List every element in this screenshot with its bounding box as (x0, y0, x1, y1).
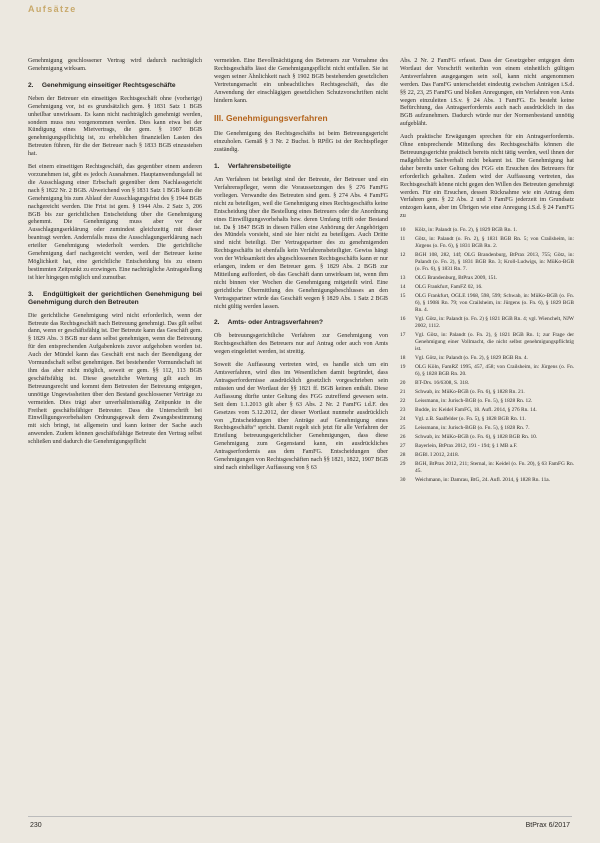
subheading-number: 1. (214, 163, 220, 171)
paragraph: Am Verfahren ist beteiligt sind der Betreute, der Betreuer und ein Verfahrenspfleger, wenn die Voraussetzungen des § 276 FamFG vorliegen. Verwandte des Betreuten sind gem. § 274 Abs. 4 FamFG nicht zu beteiligen, weil die Genehmigung eines Rechtsgeschäfts keine Entscheidung über die Bestellung eines Betreuers oder die Anordnung eines Einwilligungsvorbehalts bzw. deren Umfang trifft oder Bestand ist. Da § 1847 BGB in diesen Fällen eine Anhörung der Angehörigen des Mündels vorsieht, sind sie hier nicht zu beteiligen. Auch Dritte sind nicht beteiligt. Der Vertragspartner des zu genehmigenden Rechtsgeschäfts ist ebenfalls kein Verfahrensbeteiligter. Gewiss hängt von der Wirksamkeit des abgeschlossenen Rechtsgeschäfts kann er nur erlangen, indem er den Betreuer gem. § 1829 Abs. 2 BGB zur Mitteilung auffordert, ob das Geschäft dann unwirksam ist, wenn ihm nicht binnen vier Wochen die Genehmigung mitgeteilt wird. Eine gerichtliche Übermittlung des Genehmigungsbeschlusses an den Vertragspartner würde das Geschäft wegen § 1829 Abs. 1 Satz 2 BGB nicht gültig werden lassen. (214, 177, 388, 310)
footnote-number: 18 (400, 355, 406, 362)
paragraph: Genehmigung geschlossener Vertrag wird dadurch nachträglich Genehmigung wirksam. (28, 58, 202, 72)
footnote-number: 12 (400, 252, 406, 259)
footnote-number: 29 (400, 461, 406, 468)
page-number: 230 (30, 822, 42, 829)
footnote-text: Götz, in: Palandt (o. Fn. 2), § 1831 BGB Rn. 5; von Crailsheim, in: Jürgens (o. Fn. 6), § 1831 BGB Rn. 2. (415, 236, 574, 250)
footnote-text: Budde, in: Keidel FamFG, 18. Aufl. 2014, § 276 Rn. 14. (415, 407, 537, 414)
footnote (400, 477, 574, 484)
text-columns (28, 58, 574, 486)
footnote (400, 452, 574, 459)
footnote (400, 407, 574, 414)
subheading-title: Endgültigkeit der gerichtlichen Genehmigung bei Genehmigung durch den Betreuten (28, 290, 202, 306)
footer-divider (28, 816, 572, 817)
paragraph: Ob betreuungsgerichtliche Verfahren zur Genehmigung von Rechtsgeschäften des Betreuers nur auf Antrag oder auch von Amts wegen eingeleitet werden, ist streitig. (214, 333, 388, 356)
footnote-text: Bayerlein, BtPrax 2012, 191 - 194; § 1 MB a.F. (415, 443, 518, 450)
subheading (214, 163, 388, 171)
footnote (400, 364, 574, 378)
footnote-text: Weichmann, in: Damrau, BtG, 24. Aufl. 2014, § 1828 Rn. 11a. (415, 477, 551, 484)
footnote-text: Leissmann, in: Jurisch-BGB (o. Fn. 5), § 1828 Rn. 12. (415, 398, 533, 405)
paragraph: Soweit die Auffassung vertreten wird, es handle sich um ein Amtsverfahren, wird dies im Wesentlichen damit begründet, dass Antragserfordernisse ausdrücklich gesetzlich vorgeschrieben sein müssten und der Wortlaut der §§ 1821 ff. BGB keinen enthält. Diese Auffassung dürfte unter Geltung des FGG zutreffend gewesen sein. Seit dem 1.1.2013 gilt aber § 63 Abs. 2 Nr. 2 FamFG i.d.F. des Gesetzes vom 5.12.2012, der dieser Wortlaut nunmehr ausdrücklich von „Entscheidungen über Anträge auf Genehmigung eines Rechtsgeschäfts“ spricht. Damit regelt sich jetzt für alle Verfahren der Erteilung betreuungsgerichtlicher Genehmigungen, dass diese Genehmigung zum Gegenstand kann, ein ausdrückliches Antragserfordernis aus dem FamFG. Entscheidungen über Genehmigungen von Rechtsgeschäften nach §§ 1821, 1822, 1907 BGB sind nach einhelliger Auffassung von § 63 (214, 362, 388, 471)
footnote (400, 293, 574, 314)
subheading-title: Genehmigung einseitiger Rechtsgeschäfte (41, 81, 176, 89)
footnote-number: 10 (400, 227, 406, 234)
footnote-text: Vgl. z.B. Saalfelder (o. Fn. 5), § 1828 BGB Rn. 11. (415, 416, 526, 423)
footnote-text: OLG Frankfurt, FamFZ 02, 16. (415, 284, 483, 291)
column-2 (214, 58, 388, 486)
footnote (400, 380, 574, 387)
subheading-number: 3. (28, 290, 34, 298)
footnote (400, 389, 574, 396)
footnote-number: 13 (400, 275, 406, 282)
section-label: Aufsätze (28, 4, 77, 14)
footnote (400, 355, 574, 362)
footnote-text: Vgl. Götz, in: Palandt (o. Fn. 2) § 1821 BGB Rn. 4; vgl. Wienchelt, NJW 2002, 1112. (415, 316, 574, 330)
footnote (400, 434, 574, 441)
footnote-number: 20 (400, 380, 406, 387)
footnote-text: Schwab, in: MüKo-BGB (o. Fn. 6), § 1828 BGB Rn. 10. (415, 434, 538, 441)
footnote-text: BGH, BtPrax 2012, 211; Sternal, in: Keidel (o. Fn. 20), § 63 FamFG Rn. 45. (415, 461, 574, 475)
paragraph: vermeiden. Eine Bevollmächtigung des Betreuers zur Vornahme des Rechtsgeschäfts lässt die Genehmigungspflicht nicht entfallen. Sie ist wegen seiner Ähnlichkeit nach § 1902 BGB bestehenden gesetzlichen Vertretungsmacht ein unbeachtliches Rechtsgeschäft, das die Anwendung der einschlägigen gesetzlichen Schutzvorschriften nicht hindern kann. (214, 58, 388, 104)
subheading-title: Amts- oder Antragsverfahren? (227, 319, 323, 327)
footnote (400, 284, 574, 291)
paragraph: Bei einem einseitigen Rechtsgeschäft, das gegenüber einem anderen vorzunehmen ist, gibt es jedoch Ausnahmen. Hauptanwendungsfall ist die Ausschlagung einer Erbschaft gegenüber dem Nachlassgericht nach § 1822 Nr. 2 BGB. Abweichend von § 1831 Satz 1 BGB kann die Genehmigung bis zum Ablauf der Ausschlagungsfrist des § 1944 BGB nachgereicht werden. Die Frist ist gem. § 1944 Abs. 2 Satz 3, 206 BGB bis zur gerichtlichen Entscheidung über die Genehmigung gehemmt. Die Genehmigung muss aber vor der Ausschlagungserklärung oder zumindest gleichzeitig mit dieser beantragt werden. Andernfalls muss die Ausschlagungserklärung nach erteilter Genehmigung wiederholt werden. Die gerichtliche Genehmigung darf nachgereicht werden, weil der Betreuer keine Möglichkeit hat, eine gerichtliche Entscheidung bis zu einem bestimmten Zeitpunkt zu erzwingen. Eine nachträgliche Antragstellung ist hier hingegen möglich und zumutbar. (28, 164, 202, 281)
column-1 (28, 58, 202, 486)
footnote-number: 22 (400, 398, 406, 405)
footnote-number: 28 (400, 452, 406, 459)
footnote (400, 443, 574, 450)
footnote-number: 21 (400, 389, 406, 396)
subheading-title: Verfahrensbeteiligte (227, 163, 291, 171)
footnote (400, 398, 574, 405)
footnotes (400, 227, 574, 484)
footnote-text: OLG Brandenburg, BtPrax 2009, 151. (415, 275, 498, 282)
footnote-number: 11 (400, 236, 406, 243)
footnote (400, 227, 574, 234)
footnote (400, 425, 574, 432)
footnote-text: OLG Frankfurt, OGLE 1968, 598, 599; Schwab, in: MüKo-BGB (o. Fn. 6), § 1908i Rn. 79; von Crailsheim, in: Jürgens (o. Fn. 6), § 1829 BGB Rn. 4. (415, 293, 574, 314)
column-3 (400, 58, 574, 486)
footnote-text: BT-Drs. 16/6308, S. 318. (415, 380, 470, 387)
footnote-text: OLG Köln, FamRZ 1995, 457, 458; von Crailsheim, in: Jürgens (o. Fn. 6), § 1828 BGB Rn. 20. (415, 364, 574, 378)
paragraph: Die gerichtliche Genehmigung wird nicht erforderlich, wenn der Betreute das Rechtsgeschäft nach Betreuung genehmigt. Das gilt selbst dann, wenn er geschäftsfähig ist. Der Betreute kann das Geschäft gem. § 1829 Abs. 3 BGB nur dann selbst genehmigen, wenn die Betreuung für den entsprechenden Aufgabenkreis zuvor aufgehoben worden ist. Auch der Mündel kann das Geschäft erst nach der Beendigung der Vormundschaft selbst genehmigen. Bei bestehender Vormundschaft ist ihm das aber nicht möglich, soweit er gem. §§ 112, 113 BGB geschäftsfähig ist. Diese gesetzliche Wertung gilt auch im Betreuungsrecht und kommt dem Betreuten der Betreuung entgegen, unnötige Ungewissheiten über den Bestand geschlossener Verträge zu vermeiden. Dies trägt aber unverhältnismäßig Zeitpunkte in die Freiheit geschäftsfähiger Betreuter. Dass die Unterschrift bei Einwilligungsvorbehalten Ordnungsgewalt dem Zwangsbestimmung mit sich bringt, ist allgemein und kann keiner der Sache auch anwenden. Zudem können geschäftsfähige Betreute den Vertrag selbst schließen und dadurch die Genehmigungspflicht (28, 312, 202, 446)
footnote-number: 15 (400, 293, 406, 300)
subheading-number: 2. (28, 81, 34, 89)
subheading-number: 2. (214, 319, 220, 327)
subheading (28, 82, 202, 90)
footnote-number: 24 (400, 416, 406, 423)
journal-issue: BtPrax 6/2017 (525, 822, 570, 829)
footnote-number: 23 (400, 407, 406, 414)
paragraph: Abs. 2 Nr. 2 FamFG erfasst. Dass der Gesetzgeber entgegen dem Wortlaut der Vorschrift weiterhin von einem einheitlich gültigen Amtsverfahren ausgegangen sein soll, kann nicht angenommen werden. Das FamFG unterscheidet eindeutig zwischen Anträgen i.S.d. §§ 22, 23, 25 FamFG und bloßen Anregungen, ein Verfahren von Amts wegen einzuleiten i.S.v. § 24 Abs. 1 FamFG. Es besteht keine Befürchtung, das Antragserfordernis auch nach ausdrücklich in das BGB aufzunehmen. Dadurch würde nur der Normenbestand unnötig aufgebläht. (400, 58, 574, 128)
footnote (400, 252, 574, 273)
footnote-text: Leissmann, in: Jurisch-BGB (o. Fn. 5), § 1828 Rn. 7. (415, 425, 530, 432)
subheading (28, 291, 202, 307)
paragraph: Die Genehmigung des Rechtsgeschäfts ist beim Betreuungsgericht einzuholen. Gemäß § 3 Nr. 2 Buchst. b RPflG ist der Rechtspfleger zuständig. (214, 131, 388, 154)
footnote-text: Vgl. Götz, in: Palandt (o. Fn. 2), § 1821 BGB Rn. 1; zur Frage der Genehmigung einer Vollmacht, die nicht selbst genehmigungspflichtig ist. (415, 332, 574, 353)
section-heading: III. Genehmigungsverfahren (214, 113, 328, 124)
footnote-number: 19 (400, 364, 406, 371)
footnote (400, 332, 574, 353)
footnote-number: 25 (400, 425, 406, 432)
footnote-text: Vgl. Götz, in: Palandt (o. Fn. 2), § 1829 BGB Rn. 4. (415, 355, 528, 362)
footnote-number: 17 (400, 332, 406, 339)
subheading (214, 319, 388, 327)
footnote-number: 30 (400, 477, 406, 484)
footnote-text: BGBl. I 2012, 2418. (415, 452, 460, 459)
footnote (400, 461, 574, 475)
footnote (400, 236, 574, 250)
footnote-number: 26 (400, 434, 406, 441)
paragraph: Auch praktische Erwägungen sprechen für ein Antragserfordernis. Ohne entsprechende Mitteilung des Rechtsgeschäfts können die Betreuungsgerichte praktisch bereits nicht tätig werden, weil ihnen der maßgebliche Sachverhalt nicht bekannt ist. Die Genehmigung hat daher bereits unter Geltung des FGG ein Ersuchen des Betreuers für erforderlich gehalten. Zudem wird der Auffassung vertreten, das Rechtsgeschäft könne nicht gegen den Willen des Betreuten genehmigt werden. Für ein Ersuchen, dessen Rücknahme wie ein Antrag dem Verfahren gem. § 22 Abs. 2 und 3 FamFG jederzeit im Grundsatz entzogen kann, aber im Übrigen wie eine Anregung i.S.d. § 24 FamFG zu (400, 134, 574, 220)
footnote (400, 416, 574, 423)
footnote-text: BGH 108, 282, 14f; OLG Brandenburg, BtPrax 2013, 755; Götz, in: Palandt (o. Fn. 2), § 1831 BGB Rn. 3; Kroll-Ludwigs, in: MüKo-BGB (o. Fn. 6), § 1831 Rn. 7. (415, 252, 574, 273)
footnote-text: Kölz, in: Palandt (o. Fn. 2), § 1829 BGB Rn. 1. (415, 227, 518, 234)
footnote (400, 275, 574, 282)
footnote (400, 316, 574, 330)
paragraph: Neben der Betreuer ein einseitiges Rechtsgeschäft ohne (vorherige) Genehmigung vor, ist es grundsätzlich gem. § 1831 Satz 1 BGB unheilbar unwirksam. Es kann nicht nachträglich genehmigt werden, sondern muss neu vorgenommen werden. Dies kann etwa bei der Kündigung eines Mietvertrags, die gem. § 1907 BGB genehmigungspflichtig ist, zu erheblichen finanziellen Lasten des Betreuten führen, für die der Betreuer nach § 1833 BGB einzustehen hat. (28, 95, 202, 158)
footnote-number: 14 (400, 284, 406, 291)
footnote-text: Schwab, in: MüKo-BGB (o. Fn. 6), § 1828 Rn. 21. (415, 389, 525, 396)
footnote-number: 27 (400, 443, 406, 450)
footnote-number: 16 (400, 316, 406, 323)
